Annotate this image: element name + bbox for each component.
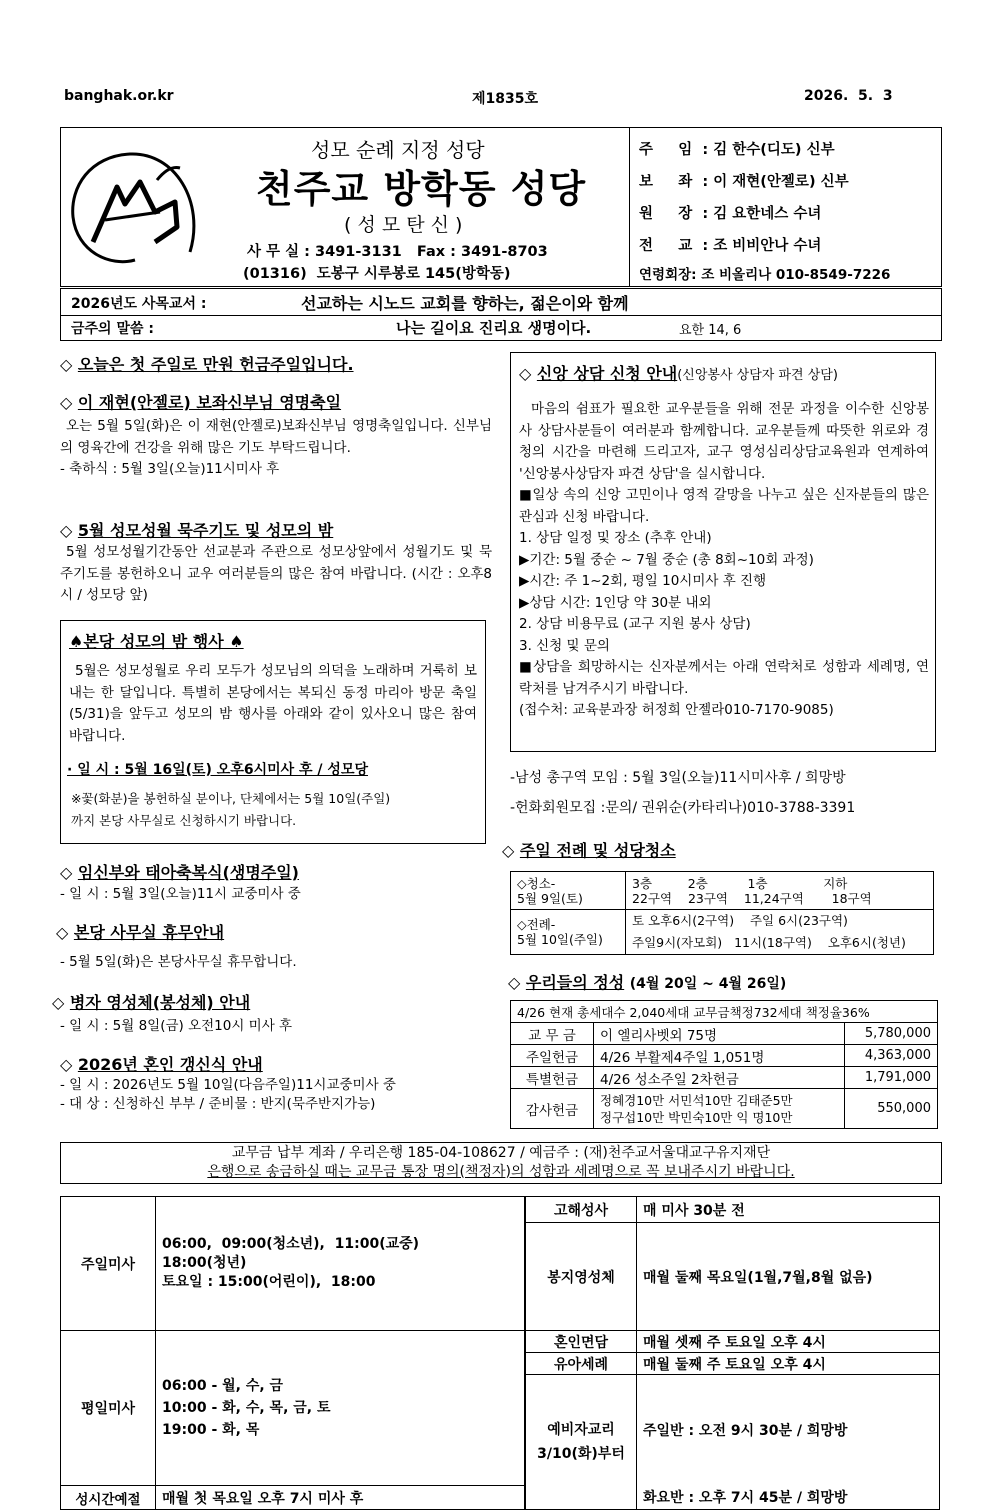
marian-night-title: ♠본당 성모의 밤 행사 ♠: [69, 632, 244, 651]
word-label: 금주의 말씀 :: [71, 321, 154, 337]
counsel-body: 마음의 쉼표가 필요한 교우분들을 위해 전문 과정을 이수한 신앙봉사 상담사분들이 여러분과 함께합니다. 교우분들께 따뜻한 위로와 경청의 시간을 마련해 드리고자, 교구 영성심리상담교육원과 연계하여 '신앙봉사상담자 파견 상담'을 실시합니다. ■일상 속의 신앙 고민이나 영적 갈망을 나누고 싶은 신자분들의 많은 관심과 신청 바랍니다. 1. 상담 일정 및 장소 (추후 안내) ▶기간: 5월 중순 ~ 7월 중순 (총 8회~10회 과정) ▶시간: 주 1~2회, 평일 10시미사 후 진행 ▶상담 시간: 1인당 약 30분 내외 2. 상담 비용무료 (교구 지원 봉사 상담) 3. 신청 및 문의 ■상담을 희망하시는 신자분께서는 아래 연락처로 성함과 세례명, 연락처를 남겨주시기 바랍니다. (접수처: 교육분과장 허정희 안젤라010-7170-9085): [519, 401, 929, 718]
masthead: [60, 127, 942, 287]
home-communion-value: 매월 둘째 목요일(1월,7월,8월 없음): [637, 1223, 940, 1331]
men-meeting-notice: -남성 총구역 모임 : 5월 3일(오늘)11시미사후 / 희망방: [510, 770, 846, 786]
marian-night-body: 5월은 성모성월로 우리 모두가 성모님의 의덕을 노래하며 거룩히 보내는 한 달입니다. 특별히 본당에서는 복되신 동정 마리아 방문 축일(5/31)을 앞두고 성모의 밤 행사를 아래와 같이 있사오니 많은 참여 바랍니다.: [69, 663, 477, 744]
office-closed-body: - 5월 5일(화)은 본당사무실 휴무합니다.: [60, 954, 297, 970]
offering-row: 교 무 금 이 엘리사벳외 75명 5,780,000: [511, 1023, 938, 1045]
offering-table: [510, 1000, 938, 1129]
issue-number: 제1835호: [472, 91, 539, 107]
home-communion-label: 봉지영성체: [525, 1223, 637, 1331]
cleaning-label: ◇청소- 5월 9일(토): [511, 872, 626, 910]
confession-label: 고해성사: [525, 1197, 637, 1223]
offering-row: 특별헌금 4/26 성소주일 2차헌금 1,791,000: [511, 1067, 938, 1089]
site-url: banghak.or.kr: [64, 88, 174, 104]
offering-header: 4/26 현재 총세대수 2,040세대 교무금책정732세대 책정율36%: [511, 1001, 938, 1023]
catechumen-label: 예비자교리 3/10(화)부터: [525, 1375, 637, 1510]
liturgy-row: [511, 910, 934, 955]
marian-night-note2: 까지 본당 사무실로 신청하시기 바랍니다.: [71, 813, 297, 828]
rosary-body: 5월 성모성월기간동안 선교분과 주관으로 성모상앞에서 성월기도 및 묵주기도를 봉헌하오니 교우 여러분들의 많은 참여 바랍니다. (시간 : 오후8시 / 성모당 앞): [60, 544, 492, 603]
account-line2: 은행으로 송금하실 때는 교무금 통장 명의(책정자)의 성함과 세례명으로 꼭 보내주시기 바랍니다.: [207, 1164, 795, 1180]
section-may-rosary: ◇ 5월 성모성월 묵주기도 및 성모의 밤: [60, 521, 334, 540]
motto-text: 선교하는 시노드 교회를 향하는, 젊은이와 함께: [301, 294, 629, 313]
cleaning-areas: 3층 2층 1층 지하 22구역 23구역 11,24구역 18구역: [626, 872, 934, 910]
vow-renewal-body: - 일 시 : 2026년도 5월 10일(다음주일)11시교중미사 중 - 대 상 : 신청하신 부부 / 준비물 : 반지(묵주반지가능): [60, 1077, 396, 1112]
masthead-subtitle: 성모 순례 지정 성당: [311, 138, 485, 162]
account-line1: 교무금 납부 계좌 / 우리은행 185-04-108627 / 예금주 : (재)천주교서울대교구유지재단: [231, 1145, 771, 1161]
catechumen-sunday: 주일반 : 오전 9시 30분 / 희망방: [637, 1375, 940, 1486]
issue-date: 2026. 5. 3: [804, 88, 893, 104]
marian-night-note1: ※꽃(화분)을 봉헌하실 분이나, 단체에서는 5월 10일(주일): [71, 791, 391, 806]
infant-baptism-value: 매월 둘째 주 토요일 오후 4시: [637, 1353, 940, 1375]
marian-night-date: · 일 시 : 5월 16일(토) 오후6시미사 후 / 성모당: [67, 762, 368, 778]
sick-communion-body: - 일 시 : 5월 8일(금) 오전10시 미사 후: [60, 1018, 293, 1034]
infant-baptism-label: 유아세례: [525, 1353, 637, 1375]
parish-logo: [65, 142, 205, 274]
motto-row: [60, 288, 942, 316]
motto-label: 2026년도 사목교서 :: [71, 296, 207, 312]
marian-night-box: [60, 620, 486, 844]
staff-catechist: 전 교 : 조 비비안나 수녀: [639, 238, 822, 254]
section-vow-renewal: ◇ 2026년 혼인 갱신식 안내: [60, 1055, 263, 1074]
liturgy-groups: 토 오후6시(2구역) 주일 6시(23구역) 주일9시(자모회) 11시(18구역) 오후6시(청년): [626, 910, 934, 955]
pregnancy-blessing-body: - 일 시 : 5월 3일(오늘)11시 교중미사 중: [60, 886, 301, 902]
flower-recruit-notice: -헌화회원모집 :문의/ 권위순(카타리나)010-3788-3391: [510, 800, 856, 816]
counsel-title: ◇ 신앙 상담 신청 안내(신앙봉사 상담자 파견 상담): [519, 364, 838, 383]
parish-address: (01316) 도봉구 시루봉로 145(방학동): [243, 266, 511, 282]
weekday-mass-times: 06:00 - 월, 수, 금 10:00 - 화, 수, 목, 금, 토 19:00 - 화, 목: [156, 1331, 526, 1486]
section-offerings: ◇ 우리들의 정성 (4월 20일 ~ 4월 26일): [508, 973, 787, 992]
catechumen-tuesday: 화요반 : 오후 7시 45분 / 희망방: [637, 1486, 940, 1510]
marriage-interview-value: 매월 셋째 주 토요일 오후 4시: [637, 1331, 940, 1353]
cleaning-row: [511, 872, 934, 910]
offering-row: 감사헌금 정혜경10만 서민석10만 김태준5만 정구섭10만 박민숙10만 익 명10만 550,000: [511, 1089, 938, 1129]
liturgy-label: ◇전례- 5월 10일(주일): [511, 910, 626, 955]
word-text: 나는 길이요 진리요 생명이다.: [396, 319, 592, 337]
masthead-divider: [629, 128, 630, 286]
word-row: [60, 314, 942, 341]
section-pregnancy-blessing: ◇ 임신부와 태아축복식(생명주일): [60, 863, 299, 882]
adoration-value: 매월 첫 목요일 오후 7시 미사 후: [156, 1486, 526, 1510]
patron-feast: ( 성 모 탄 신 ): [344, 214, 463, 236]
section-sick-communion: ◇ 병자 영성체(봉성체) 안내: [52, 993, 251, 1012]
offering-row: 주일헌금 4/26 부활제4주일 1,051명 4,363,000: [511, 1045, 938, 1067]
sunday-mass-times: 06:00, 09:00(청소년), 11:00(교중) 18:00(청년) 토요일 : 15:00(어린이), 18:00: [156, 1197, 526, 1331]
cleaning-table: [510, 871, 934, 955]
marriage-interview-label: 혼인면담: [525, 1331, 637, 1353]
section-office-closed: ◇ 본당 사무실 휴무안내: [56, 923, 225, 942]
account-box: [60, 1142, 942, 1184]
staff-list: [639, 134, 849, 262]
weekday-mass-label: 평일미사: [61, 1331, 156, 1486]
council-contact: 연령회장: 조 비올리나 010-8549-7226: [639, 267, 891, 283]
staff-superior: 원 장 : 김 요한네스 수녀: [639, 206, 822, 222]
adoration-label: 성시간예절: [61, 1486, 156, 1510]
counsel-box: [510, 352, 936, 752]
section-monthly-offering: ◇ 오늘은 첫 주일로 만원 헌금주일입니다.: [60, 355, 354, 374]
mass-schedule-table: [60, 1196, 940, 1510]
section-feast-title: ◇ 이 재현(안젤로) 보좌신부님 영명축일: [60, 393, 342, 412]
confession-value: 매 미사 30분 전: [637, 1197, 940, 1223]
sunday-mass-label: 주일미사: [61, 1197, 156, 1331]
feast-body: 오는 5월 5일(화)은 이 재현(안젤로)보좌신부님 영명축일입니다. 신부님의 영육간에 건강을 위해 많은 기도 부탁드립니다. - 축하식 : 5월 3일(오늘)11시미사 후: [60, 418, 492, 477]
section-cleaning: ◇ 주일 전례 및 성당청소: [502, 841, 676, 860]
parish-name: 천주교 방학동 성당: [256, 167, 587, 211]
office-phone: 사 무 실 : 3491-3131 Fax : 3491-8703: [247, 244, 548, 260]
word-reference: 요한 14, 6: [679, 323, 742, 338]
staff-pastor: 주 임 : 김 한수(디도) 신부: [639, 142, 835, 158]
staff-assistant: 보 좌 : 이 재현(안젤로) 신부: [639, 174, 849, 190]
